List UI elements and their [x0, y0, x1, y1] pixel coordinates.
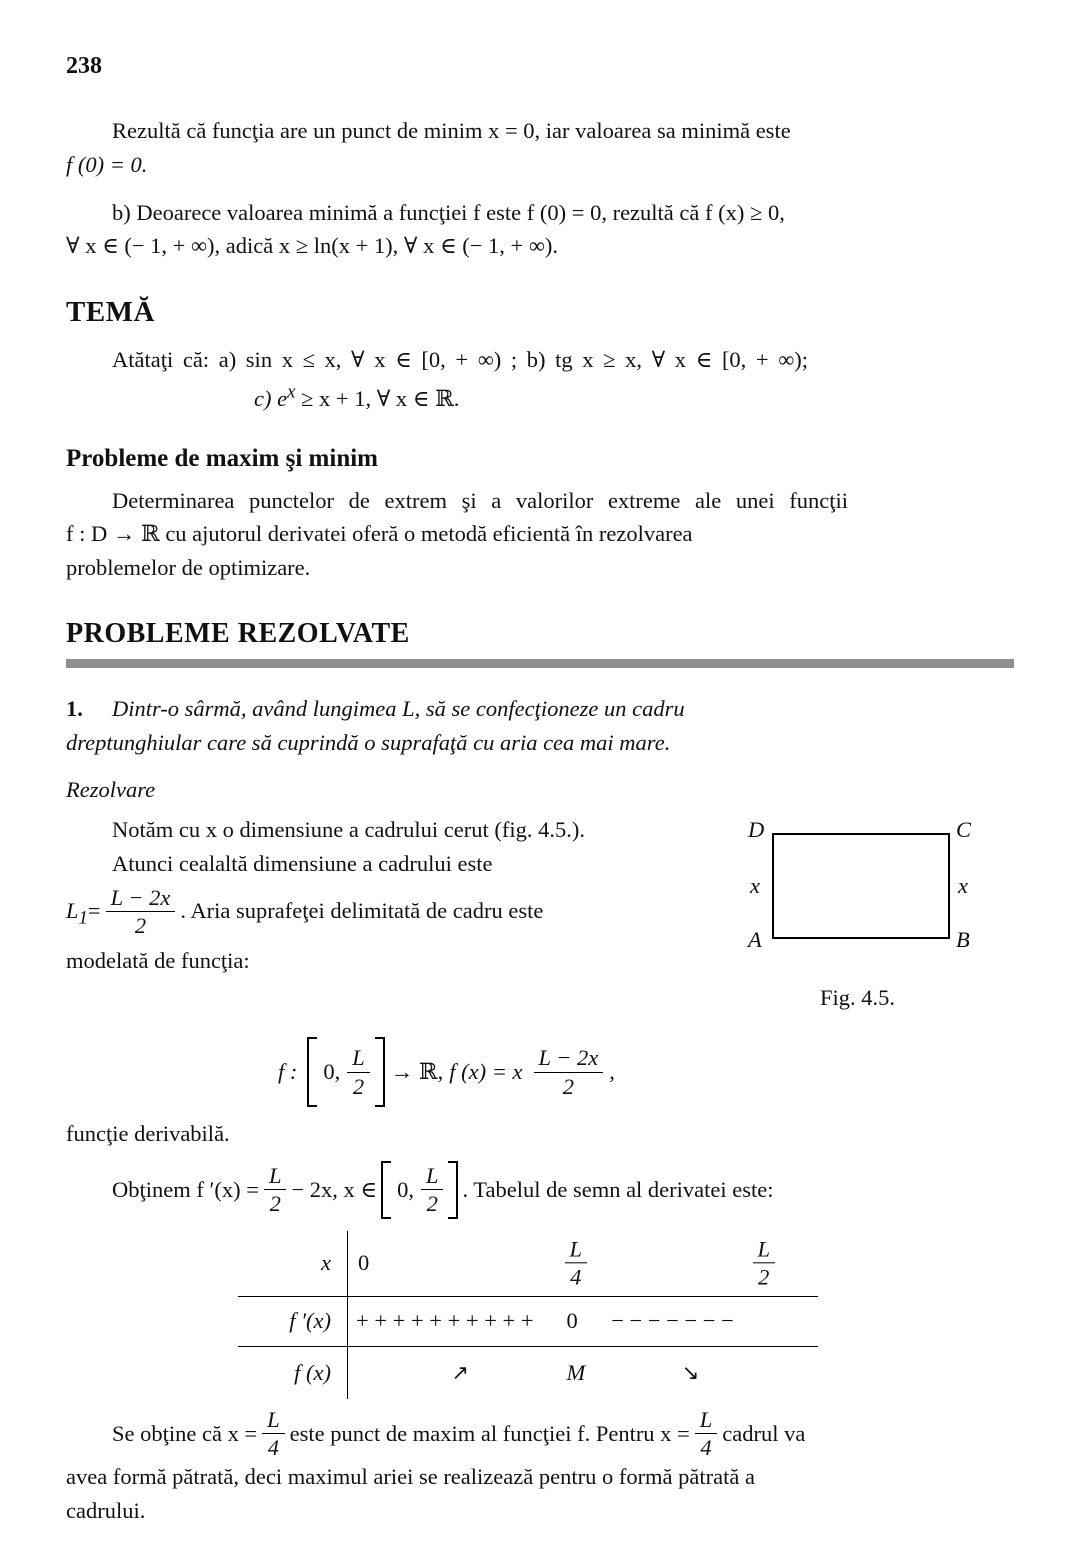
sign-table-label-x: x — [238, 1231, 348, 1296]
solution-text-column — [66, 813, 738, 1023]
conclusion-line-3: cadrului. — [66, 1497, 146, 1523]
problem-line: dreptunghiular care să cuprindă o suprafaţă cu aria cea mai mare. — [66, 729, 671, 755]
conclusion-line-2: avea formă pătrată, deci maximul ariei se realizează pentru o formă pătrată a — [66, 1464, 755, 1490]
left-bracket — [307, 1037, 317, 1107]
f-colon: f : — [278, 1059, 298, 1085]
paragraph-line: Determinarea punctelor de extrem şi a valorilor extreme ale unei funcţii — [112, 487, 848, 513]
solution-line-L1 — [66, 885, 738, 938]
equals-sign: = — [87, 898, 101, 924]
section-divider-bar — [66, 659, 1014, 668]
fraction-L-over-4: $\frac{L}{4}$ — [262, 1407, 285, 1460]
fraction-L-over-2: $\frac{L}{2}$ — [347, 1045, 370, 1098]
fraction-L-minus-2x-over-2: $\frac{L - 2x}{2}$ — [106, 885, 176, 938]
sign-table-content-fprime — [348, 1297, 818, 1346]
solution-line: Atunci cealaltă dimensiune a cadrului este — [112, 850, 493, 876]
fraction-L-over-2: $\frac{L}{2}$ — [421, 1163, 444, 1216]
L1-subscript: 1 — [78, 907, 88, 929]
figure-corner-label-C: C — [956, 817, 972, 842]
figure-4-5 — [738, 813, 1014, 1023]
sign-table-row-f — [238, 1347, 818, 1399]
figure-corner-label-D: D — [748, 817, 765, 842]
paragraph-line: Rezultă că funcţia are un punct de minim x = 0, iar valoarea sa minimă este — [112, 118, 791, 143]
sign-table — [238, 1231, 818, 1399]
sign-table-label-f: f (x) — [238, 1347, 348, 1399]
sign-table-content-x — [348, 1231, 818, 1296]
figure-corner-label-B: B — [956, 927, 970, 952]
section-heading-tema: TEMĂ — [66, 296, 155, 328]
section-heading-solved-problems: PROBLEME REZOLVATE — [66, 617, 410, 649]
tema-line-2-post: ≥ x + 1, ∀ x ∈ ℝ. — [295, 386, 460, 412]
tema-line-1: Atătaţi că: a) sin x ≤ x, ∀ x ∈ [0, + ∞) ; b) tg x ≥ x, ∀ x ∈ [0, + ∞); — [112, 346, 809, 372]
sign-table-row-fprime — [238, 1297, 818, 1347]
figure-side-label-x-left: x — [750, 873, 760, 898]
trailing-comma: , — [609, 1059, 615, 1085]
right-bracket — [375, 1037, 385, 1107]
tema-line-2 — [254, 382, 1014, 416]
fraction-L-minus-2x-over-2: $\frac{L - 2x}{2}$ — [534, 1045, 604, 1098]
problem-line: Dintr-o sârmă, având lungimea L, să se confecţioneze un cadru — [112, 695, 685, 721]
sign-table-content-f — [348, 1347, 818, 1399]
interval-brackets — [307, 1037, 384, 1107]
paragraph-minimum — [66, 114, 1014, 182]
decreasing-arrow-icon: ↘ — [681, 1360, 700, 1384]
conclusion-post: cadrul va — [722, 1420, 806, 1446]
solution-line-L1-rest: . Aria suprafeţei delimitată de cadru este — [180, 898, 544, 924]
paragraph-maxmin — [66, 484, 1014, 585]
paragraph-line: ∀ x ∈ (− 1, + ∞), adică x ≥ ln(x + 1), ∀ x ∈ (− 1, + ∞). — [66, 233, 559, 259]
conclusion-line-1 — [66, 1407, 1014, 1460]
obtain-post: . Tabelul de semn al derivatei este: — [462, 1176, 774, 1202]
table-value-zero: 0 — [358, 1250, 370, 1276]
solution-with-figure — [66, 813, 1014, 1023]
paragraph-line: f : D → ℝ cu ajutorul derivatei oferă o metodă eficientă în rezolvarea — [66, 521, 693, 547]
figure-caption: Fig. 4.5. — [820, 985, 896, 1010]
paragraph-part-b — [66, 196, 1014, 264]
maps-to-R: → ℝ, — [390, 1059, 444, 1085]
exponent-x: x — [287, 381, 296, 403]
conclusion-pre: Se obţine că x = — [112, 1420, 258, 1446]
left-bracket — [381, 1161, 391, 1219]
fraction-L-over-2: $\frac{L}{2}$ — [753, 1237, 776, 1290]
figure-side-label-x-right: x — [958, 873, 968, 898]
obtain-mid: − 2x, x ∈ — [291, 1176, 378, 1202]
minus-signs: − − − − − − − — [611, 1308, 734, 1334]
figure-corner-label-A: A — [748, 927, 762, 952]
obtain-pre: Obţinem f ′(x) = — [112, 1176, 259, 1202]
increasing-arrow-icon: ↗ — [451, 1360, 469, 1384]
fraction-L-over-4: $\frac{L}{4}$ — [565, 1237, 588, 1290]
L1-symbol: $L_1$ — [66, 898, 88, 929]
fraction-L-over-2: $\frac{L}{2}$ — [264, 1163, 287, 1216]
maximum-label-M: M — [566, 1359, 586, 1385]
interval-zero: 0, — [323, 1059, 341, 1085]
interval-brackets — [381, 1161, 458, 1219]
figure-rectangle — [772, 833, 950, 939]
paragraph-line: b) Deoarece valoarea minimă a funcţiei f este f (0) = 0, rezultă că f (x) ≥ 0, — [112, 199, 785, 225]
sign-table-label-fprime: f ′(x) — [238, 1297, 348, 1346]
solution-line-derivable: funcţie derivabilă. — [66, 1121, 230, 1146]
section-heading-maxmin: Probleme de maxim şi minim — [66, 445, 378, 472]
problem-statement — [112, 692, 685, 726]
paragraph-line: problemelor de optimizare. — [66, 555, 311, 580]
sign-table-row-x — [238, 1231, 818, 1297]
right-bracket — [448, 1161, 458, 1219]
solution-label: Rezolvare — [66, 777, 156, 803]
function-definition-formula — [278, 1037, 1014, 1107]
plus-signs: + + + + + + + + + + — [356, 1308, 534, 1334]
solution-line: modelată de funcţia: — [66, 947, 250, 973]
zero-value: 0 — [566, 1308, 578, 1334]
page-number: 238 — [66, 53, 102, 79]
interval-zero: 0, — [397, 1176, 414, 1202]
paragraph-line: f (0) = 0. — [66, 151, 148, 177]
derivative-formula-line — [66, 1161, 1014, 1219]
fraction-L-over-4: $\frac{L}{4}$ — [695, 1407, 718, 1460]
fx-equals: f (x) = x — [449, 1059, 523, 1085]
tema-line-2-pre: c) e — [254, 386, 288, 412]
problem-number: 1. — [66, 695, 83, 721]
conclusion-mid: este punct de maxim al funcţiei f. Pentru x = — [289, 1420, 690, 1446]
solution-line: Notăm cu x o dimensiune a cadrului cerut (fig. 4.5.). — [112, 817, 585, 842]
problem-1 — [66, 692, 1014, 726]
